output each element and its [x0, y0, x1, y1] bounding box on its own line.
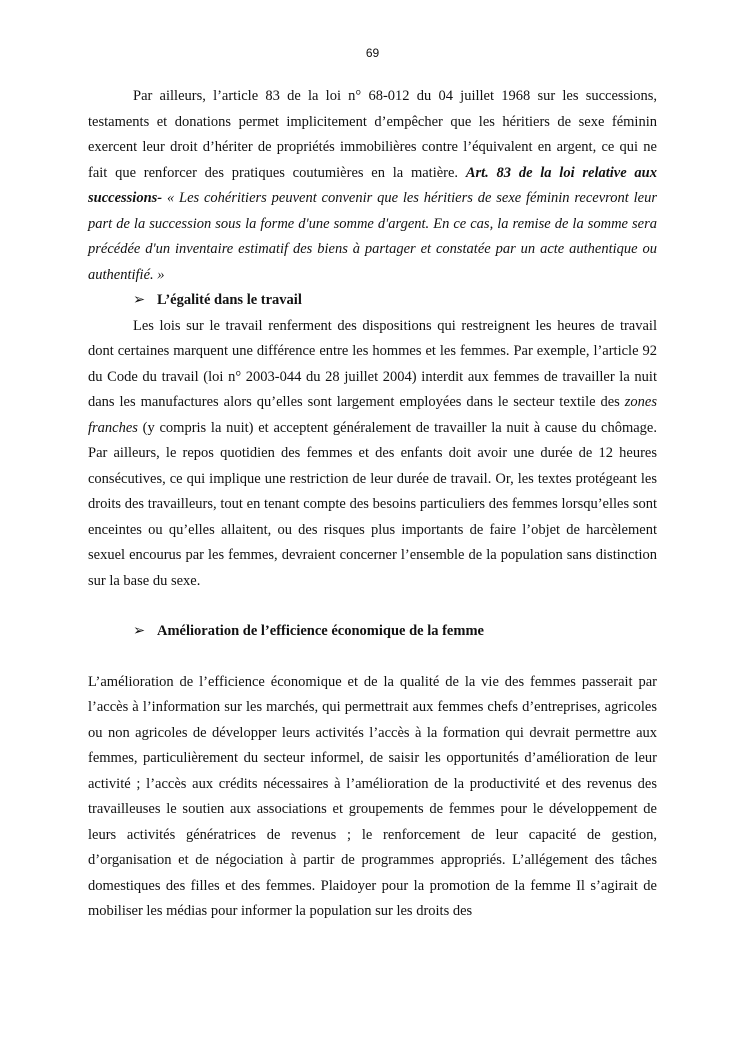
article-quote: « Les cohéritiers peuvent convenir que les héritiers de sexe féminin recevront leur part de la succession sous la forme d'une somme d'argent. En ce cas, la remise de la somme sera précédée d'un inventaire estimatif des biens à partager et constatée par un acte authentique ou authentifié. »: [88, 190, 657, 283]
page-number: 69: [365, 46, 380, 60]
paragraph-labour-text-start: Les lois sur le travail renferment des dispositions qui restreignent les heures de travail dont certaines marquent une différence entre les hommes et les femmes. Par exemple, l’article 92 du Code du travail (loi n° 2003-044 du 28 juillet 2004) interdit aux femmes de travailler la nuit dans les manufactures alors qu’elles sont largement employées dans le secteur textile des: [88, 317, 657, 410]
heading-economic-efficiency: [88, 619, 657, 645]
arrow-bullet-icon: ➢: [133, 623, 146, 639]
heading-equality-label: L’égalité dans le travail: [157, 292, 302, 308]
document-body: [88, 84, 657, 925]
paragraph-labour-law: [88, 314, 657, 595]
heading-economic-label: Amélioration de l’efficience économique de la femme: [157, 623, 484, 639]
zones-franches-term: zones franches: [88, 394, 657, 436]
paragraph-succession-text: Par ailleurs, l’article 83 de la loi n° 68-012 du 04 juillet 1968 sur les successions, testaments et donations permet implicitement d’empêcher que les héritiers de sexe féminin exercent leur droit d’hériter de propriétés immobilières contre l’équivalent en argent, ce qui ne fait que renforcer des pratiques coutumières en la matière.: [88, 88, 657, 181]
paragraph-succession-law: [88, 84, 657, 288]
heading-equality-at-work: [88, 288, 657, 314]
dash-separator: -: [157, 190, 167, 206]
paragraph-labour-text-end: (y compris la nuit) et acceptent généralement de travailler la nuit à cause du chômage. Par ailleurs, le repos quotidien des femmes et des enfants doit avoir une durée de 12 heures consécutives, ce qui implique une restriction de leur durée de travail. Or, les textes protégeant les droits des travailleurs, tout en tenant compte des besoins particuliers des femmes lorsqu’elles sont enceintes ou qu’elles allaitent, ou des risques plus importants de faire l’objet de harcèlement sexuel encourus par les femmes, devraient concerner l’ensemble de la population sans distinction sur la base du sexe.: [88, 419, 657, 589]
arrow-bullet-icon: ➢: [133, 292, 146, 308]
article-reference: Art. 83 de la loi relative aux successions: [88, 164, 657, 206]
paragraph-economic-efficiency: L’amélioration de l’efficience économique et de la qualité de la vie des femmes passerait par l’accès à l’information sur les marchés, qui permettrait aux femmes chefs d’entreprises, agricoles ou non agricoles de développer leurs activités l’accès à la formation qui devrait permettre aux femmes, particulièrement du secteur informel, de saisir les opportunités d’amélioration de leur activité ; l’accès aux crédits nécessaires à l’amélioration de la productivité et des revenus des travailleuses le soutien aux associations et groupements de femmes pour le développement de leurs activités génératrices de revenus ; le renforcement de leur capacité de gestion, d’organisation et de négociation à partir de programmes appropriés. L’allégement des tâches domestiques des filles et des femmes. Plaidoyer pour la promotion de la femme Il s’agirait de mobiliser les médias pour informer la population sur les droits des: [88, 673, 657, 919]
